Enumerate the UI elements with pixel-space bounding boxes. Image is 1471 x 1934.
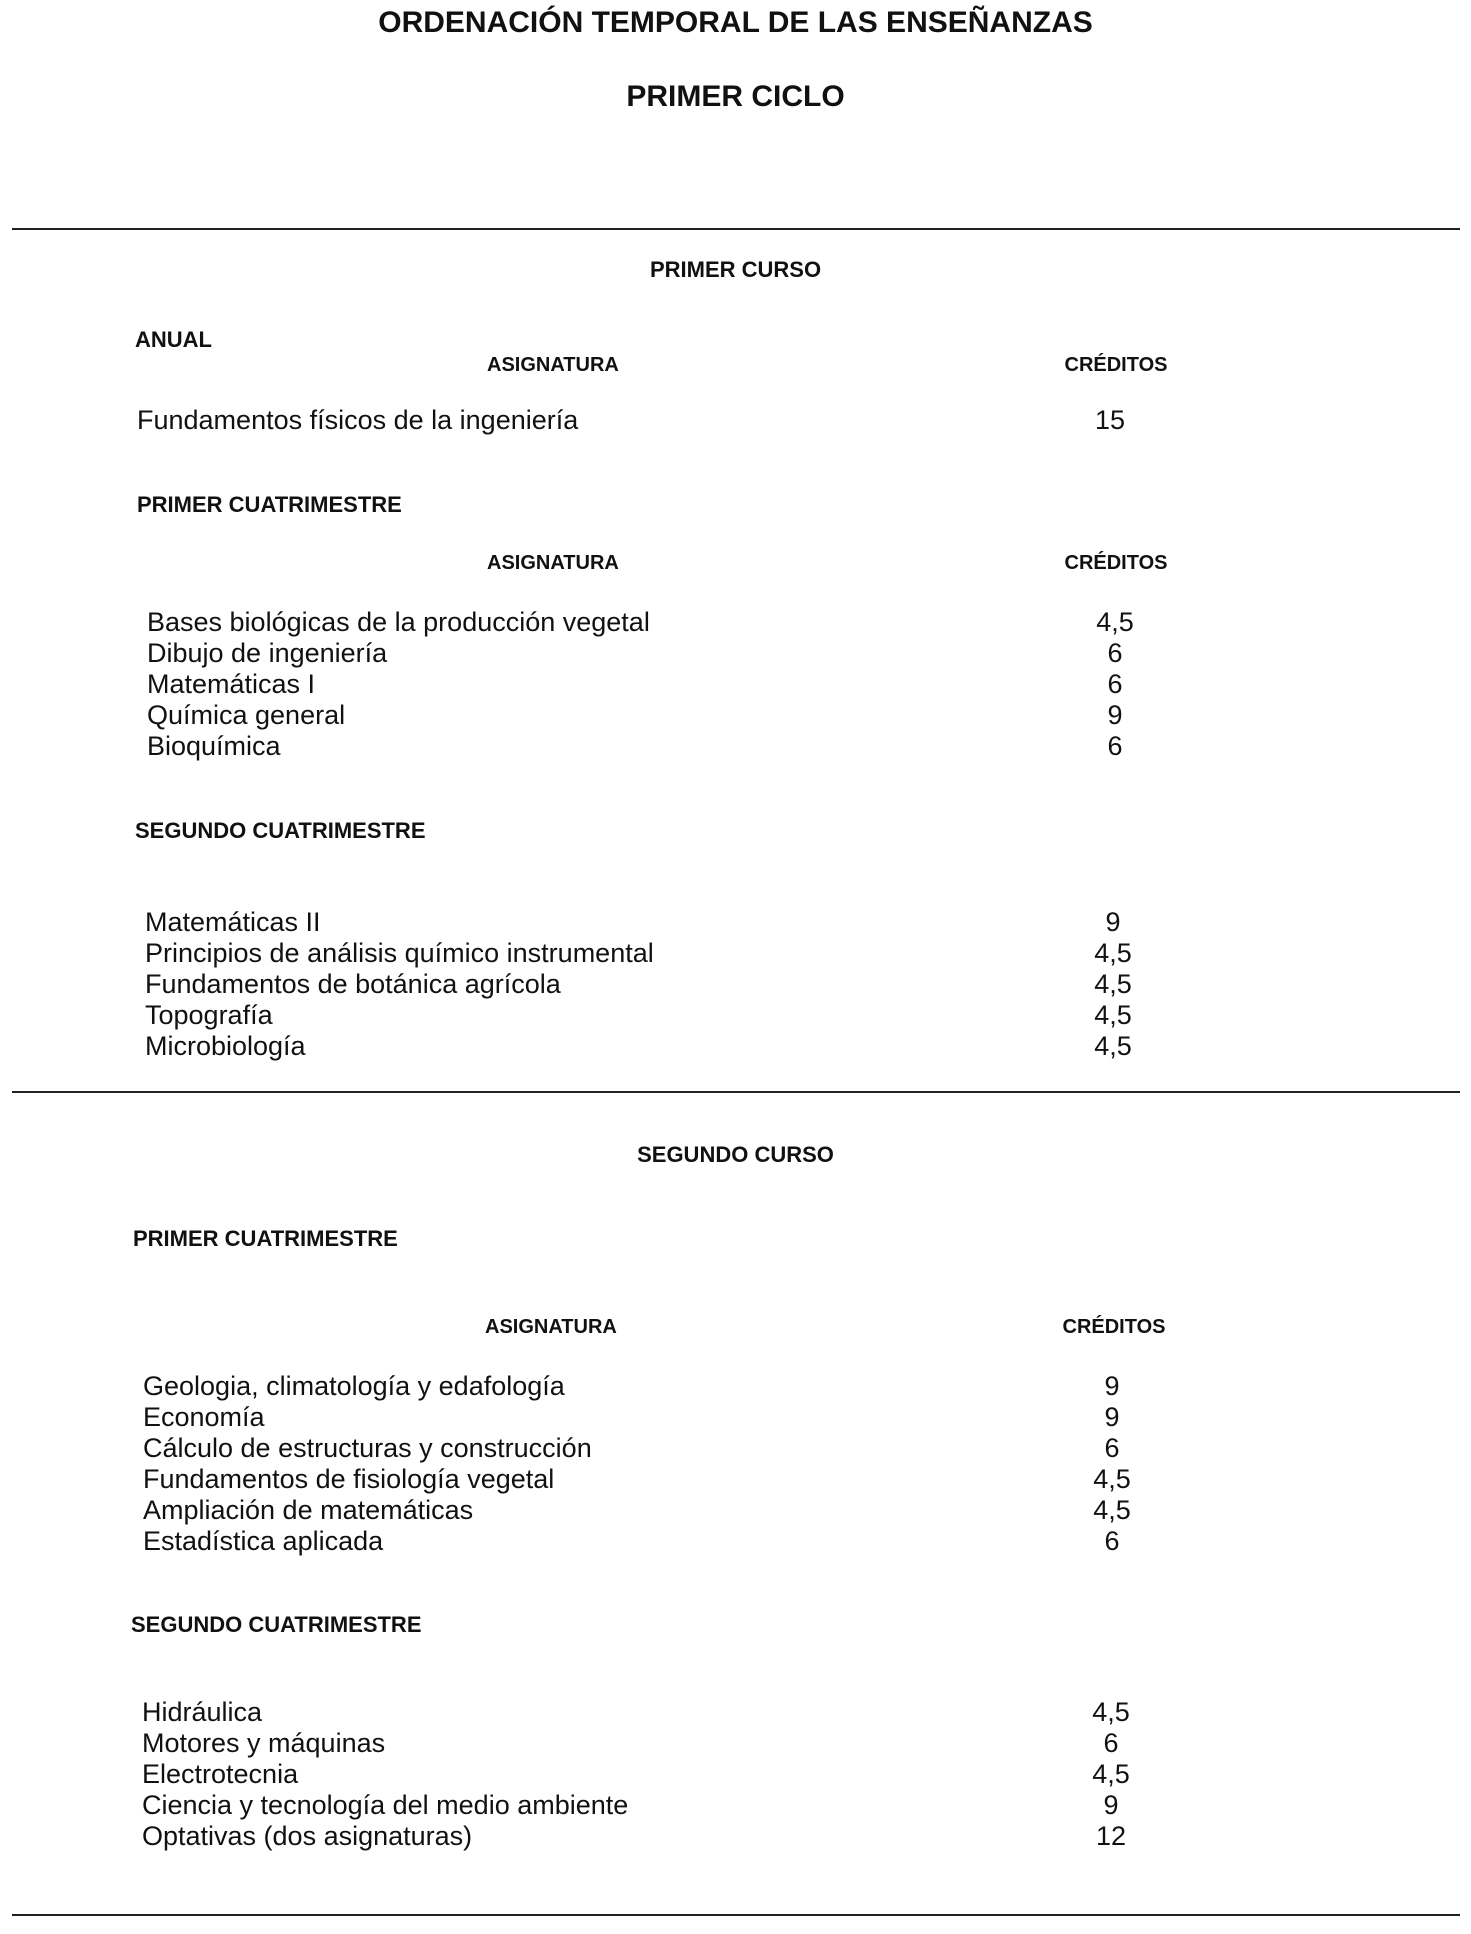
subject-credits: 9 xyxy=(1103,1790,1119,1820)
subject-credits: 4,5 xyxy=(1093,1464,1131,1494)
subject-name: Motores y máquinas xyxy=(142,1728,386,1758)
subject-name: Cálculo de estructuras y construcción xyxy=(143,1433,592,1463)
subject-name: Química general xyxy=(147,700,346,730)
subject-credits: 4,5 xyxy=(1092,1697,1130,1727)
section-label: PRIMER CUATRIMESTRE xyxy=(137,492,402,517)
column-header-subject: ASIGNATURA xyxy=(487,552,619,574)
subject-credits: 6 xyxy=(1107,731,1123,761)
subject-credits: 9 xyxy=(1104,1371,1120,1401)
subject-name: Matemáticas I xyxy=(147,669,316,699)
divider xyxy=(12,228,1460,230)
subject-name: Bases biológicas de la producción vegetal xyxy=(147,607,650,637)
subject-list xyxy=(145,907,654,1062)
subject-name: Electrotecnia xyxy=(142,1759,299,1789)
subject-credits: 6 xyxy=(1107,638,1123,668)
subject-credits: 12 xyxy=(1095,1821,1127,1851)
subject-name: Hidráulica xyxy=(142,1697,263,1727)
subject-name: Fundamentos de botánica agrícola xyxy=(145,969,561,999)
section-label: SEGUNDO CUATRIMESTRE xyxy=(135,818,426,843)
subject-credits: 4,5 xyxy=(1094,1031,1132,1061)
column-header-credits: CRÉDITOS xyxy=(1062,1316,1166,1338)
credits-list xyxy=(1050,405,1170,436)
subject-list xyxy=(142,1697,628,1852)
page-title: ORDENACIÓN TEMPORAL DE LAS ENSEÑANZAS xyxy=(378,6,1093,39)
column-header-subject: ASIGNATURA xyxy=(487,354,619,376)
subject-credits: 9 xyxy=(1105,907,1121,937)
subject-name: Bioquímica xyxy=(147,731,281,761)
section-label: SEGUNDO CUATRIMESTRE xyxy=(131,1612,422,1637)
subject-credits: 4,5 xyxy=(1094,1000,1132,1030)
section-label: PRIMER CUATRIMESTRE xyxy=(133,1226,398,1251)
subject-credits: 4,5 xyxy=(1093,1495,1131,1525)
subject-list xyxy=(137,405,578,436)
subject-name: Estadística aplicada xyxy=(143,1526,384,1556)
column-header-credits: CRÉDITOS xyxy=(1064,354,1168,376)
column-header-subject: ASIGNATURA xyxy=(485,1316,617,1338)
subject-credits: 6 xyxy=(1107,669,1123,699)
credits-list xyxy=(1053,907,1173,1062)
subject-credits: 6 xyxy=(1103,1728,1119,1758)
credits-list xyxy=(1051,1697,1171,1852)
subject-credits: 6 xyxy=(1104,1433,1120,1463)
subject-credits: 4,5 xyxy=(1096,607,1134,637)
subject-name: Microbiología xyxy=(145,1031,306,1061)
subject-name: Fundamentos de fisiología vegetal xyxy=(143,1464,555,1494)
subject-credits: 4,5 xyxy=(1092,1759,1130,1789)
subject-list xyxy=(147,607,650,762)
subject-credits: 6 xyxy=(1104,1526,1120,1556)
page-subtitle: PRIMER CICLO xyxy=(626,80,845,113)
subject-credits: 4,5 xyxy=(1094,969,1132,999)
subject-credits: 15 xyxy=(1094,405,1126,435)
column-header-credits: CRÉDITOS xyxy=(1064,552,1168,574)
subject-name: Ciencia y tecnología del medio ambiente xyxy=(142,1790,629,1820)
course-title: PRIMER CURSO xyxy=(649,257,822,282)
subject-name: Topografía xyxy=(145,1000,273,1030)
subject-name: Fundamentos físicos de la ingeniería xyxy=(137,405,579,435)
subject-credits: 9 xyxy=(1104,1402,1120,1432)
subject-name: Geologia, climatología y edafología xyxy=(143,1371,565,1401)
subject-list xyxy=(143,1371,592,1557)
subject-name: Ampliación de matemáticas xyxy=(143,1495,474,1525)
credits-list xyxy=(1052,1371,1172,1557)
divider xyxy=(12,1914,1460,1916)
subject-name: Optativas (dos asignaturas) xyxy=(142,1821,473,1851)
subject-credits: 9 xyxy=(1107,700,1123,730)
subject-credits: 4,5 xyxy=(1094,938,1132,968)
subject-name: Matemáticas II xyxy=(145,907,321,937)
subject-name: Dibujo de ingeniería xyxy=(147,638,388,668)
credits-list xyxy=(1055,607,1175,762)
course-title: SEGUNDO CURSO xyxy=(637,1142,834,1167)
subject-name: Principios de análisis químico instrumental xyxy=(145,938,654,968)
section-label: ANUAL xyxy=(135,327,212,352)
divider xyxy=(12,1091,1460,1093)
subject-name: Economía xyxy=(143,1402,265,1432)
